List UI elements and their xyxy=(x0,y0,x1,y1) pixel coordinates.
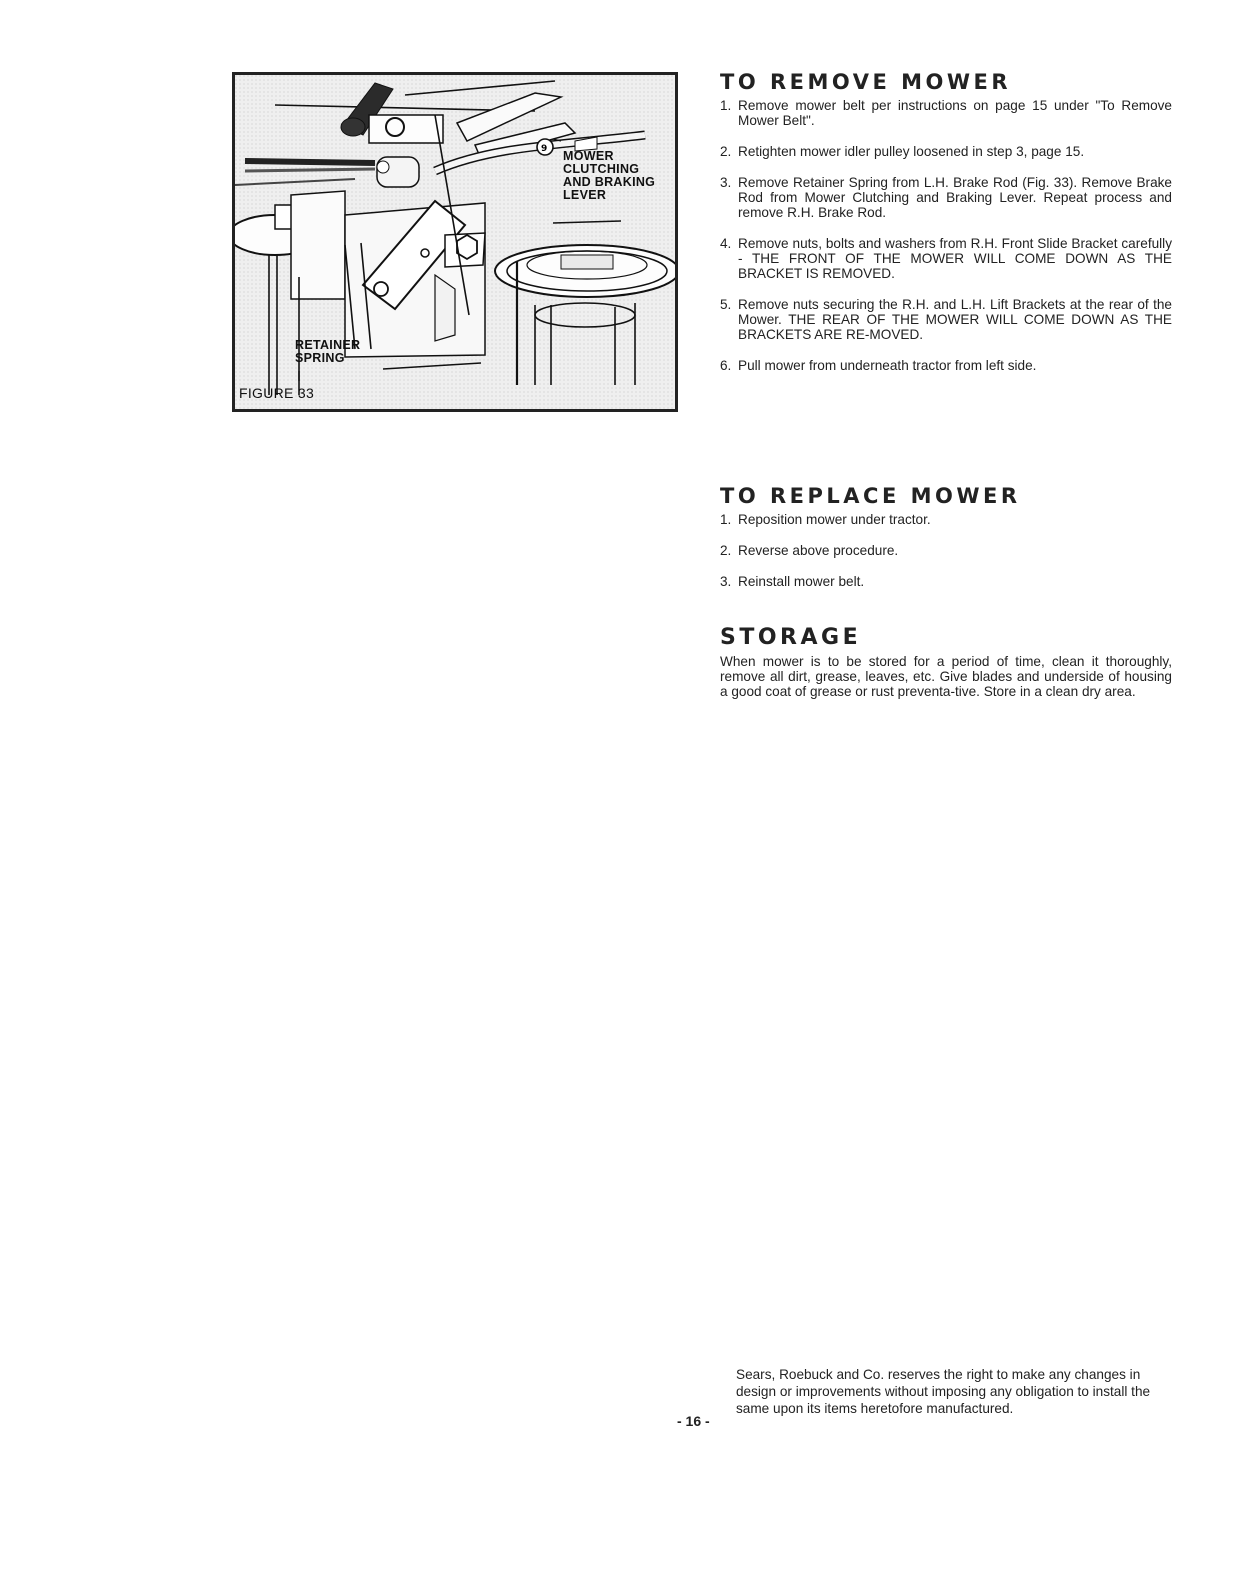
heading-replace-mower: TO REPLACE MOWER xyxy=(720,484,1021,508)
label-line: AND BRAKING xyxy=(563,175,656,189)
step-number: 6. xyxy=(720,358,732,373)
label-line: CLUTCHING xyxy=(563,162,640,176)
label-retainer-spring xyxy=(295,339,360,365)
step-text: Remove mower belt per instructions on page 15 under "To Remove Mower Belt". xyxy=(738,98,1172,128)
step-text: Reinstall mower belt. xyxy=(738,574,865,589)
step-text: Remove Retainer Spring from L.H. Brake Rod (Fig. 33). Remove Brake Rod from Mower Clutching and Braking Lever. Repeat process and remove R.H. Brake Rod. xyxy=(738,175,1172,220)
list-item xyxy=(720,297,1172,342)
list-item xyxy=(720,512,1172,527)
step-number: 2. xyxy=(720,144,732,159)
list-item xyxy=(720,543,1172,558)
step-number: 3. xyxy=(720,175,732,190)
list-item xyxy=(720,144,1172,159)
storage-paragraph: When mower is to be stored for a period of time, clean it thoroughly, remove all dirt, grease, leaves, etc. Give blades and underside of housing a good coat of grease or rust preventa-tive. Store in a clean dry area. xyxy=(720,654,1172,699)
step-number: 3. xyxy=(720,574,732,589)
list-item xyxy=(720,236,1172,281)
step-text: Reverse above procedure. xyxy=(738,543,899,558)
list-item xyxy=(720,358,1172,373)
list-item xyxy=(720,98,1172,128)
label-mower-clutching-lever xyxy=(563,150,655,202)
list-item xyxy=(720,574,1172,589)
label-line: LEVER xyxy=(563,188,607,202)
heading-storage: STORAGE xyxy=(720,625,862,650)
label-line: MOWER xyxy=(563,149,614,163)
step-number: 1. xyxy=(720,98,732,113)
section-remove-mower xyxy=(720,70,1172,389)
step-number: 2. xyxy=(720,543,732,558)
heading-remove-mower: TO REMOVE MOWER xyxy=(720,70,1012,94)
label-line: SPRING xyxy=(295,351,345,365)
section-storage xyxy=(720,626,1172,699)
remove-steps xyxy=(720,98,1172,373)
footer-disclaimer: Sears, Roebuck and Co. reserves the right to make any changes in design or improvements without imposing any obligation to install the same upon its items heretofore manufactured. xyxy=(736,1367,1151,1416)
step-number: 5. xyxy=(720,297,732,312)
list-item xyxy=(720,175,1172,220)
label-line: RETAINER xyxy=(295,338,361,352)
section-replace-mower xyxy=(720,484,1172,605)
step-text: Remove nuts, bolts and washers from R.H. Front Slide Bracket carefully - THE FRONT OF THE MOWER WILL COME DOWN AS THE BRACKET IS REMOVED. xyxy=(738,236,1172,281)
replace-steps xyxy=(720,512,1172,589)
step-number: 1. xyxy=(720,512,732,527)
page-number: - 16 - xyxy=(677,1413,710,1429)
step-text: Retighten mower idler pulley loosened in step 3, page 15. xyxy=(738,144,1085,159)
step-text: Pull mower from underneath tractor from left side. xyxy=(738,358,1037,373)
step-text: Reposition mower under tractor. xyxy=(738,512,931,527)
step-text: Remove nuts securing the R.H. and L.H. Lift Brackets at the rear of the Mower. THE REAR OF THE MOWER WILL COME DOWN AS THE BRACKETS ARE RE-MOVED. xyxy=(738,297,1172,342)
svg-text:9: 9 xyxy=(541,144,548,154)
step-number: 4. xyxy=(720,236,732,251)
figure-caption: FIGURE 33 xyxy=(239,385,315,401)
figure-33 xyxy=(232,72,678,412)
